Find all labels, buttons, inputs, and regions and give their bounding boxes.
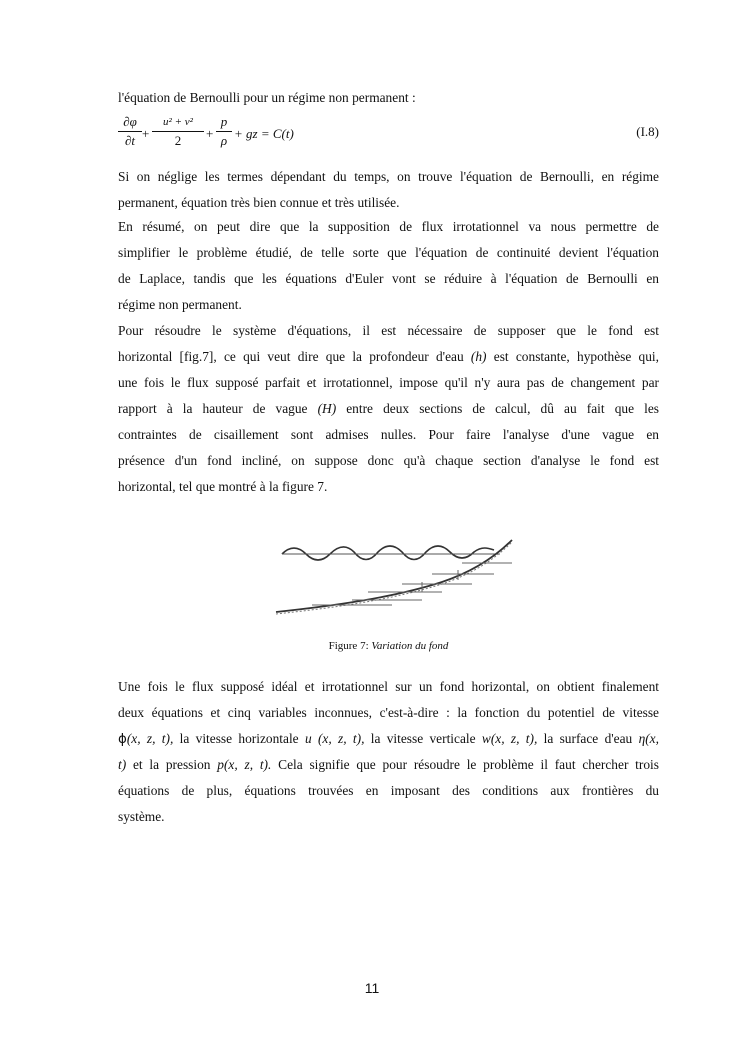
para1-line: Si on néglige les termes dépendant du temps, on trouve l'équation de Bernoulli, en régime (118, 169, 659, 184)
para2-line: En résumé, on peut dire que la supposition de flux irrotationnel va nous permettre de (118, 219, 659, 234)
eq-t3-num: p (220, 114, 228, 129)
eq-t1-den: ∂t (124, 133, 136, 148)
intro-line: l'équation de Bernoulli pour un régime non permanent : (118, 90, 416, 105)
eq-plus-1: + (142, 126, 150, 141)
eq-term-pressure (216, 114, 232, 149)
para4-line: équations de plus, équations trouvées en imposant des conditions aux frontières du (118, 783, 659, 798)
para4-line: Une fois le flux supposé idéal et irrotationnel sur un fond horizontal, on obtient finalement (118, 679, 659, 694)
wave-surface (282, 546, 494, 560)
wave-height-symbol: (H) (317, 401, 337, 416)
para2-line: régime non permanent. (118, 297, 242, 312)
para2-line: simplifier le problème étudié, de telle sorte que l'équation de continuité devient l'équation (118, 245, 659, 260)
paragraph-1 (118, 164, 659, 216)
para3-line: horizontal [fig.7], ce qui veut dire que la profondeur d'eau (h) est constante, hypothèse qui, (118, 349, 660, 364)
depth-symbol: (h) (470, 349, 487, 364)
paragraph-2 (118, 214, 659, 318)
eq-t1-num: ∂φ (123, 114, 137, 129)
para4-line: t) et la pression p(x, z, t). Cela signifie que pour résoudre le problème il faut chercher trois (118, 757, 659, 772)
paragraph-4 (118, 674, 659, 830)
para3-line: présence d'un fond incliné, on suppose donc qu'à chaque section d'analyse le fond est (118, 453, 659, 468)
page-number: 11 (364, 980, 380, 996)
eq-t3-den: ρ (220, 133, 228, 148)
para3-line: Pour résoudre le système d'équations, il est nécessaire de supposer que le fond est (118, 323, 659, 338)
para3-line: horizontal, tel que montré à la figure 7. (118, 479, 328, 494)
eq-t2-den: 2 (174, 133, 182, 148)
figure-caption: Figure 7: Variation du fond (328, 640, 449, 652)
para4-line: deux équations et cinq variables inconnues, c'est-à-dire : la fonction du potentiel de vitesse (118, 705, 659, 720)
para2-line: de Laplace, tandis que les équations d'Euler vont se réduire à l'équation de Bernoulli en (118, 271, 659, 286)
eq-term-dphi-dt (118, 114, 142, 149)
horizontal-bottom-steps (312, 563, 512, 605)
equation-number: (I.8) (636, 124, 659, 139)
eq-term-kinetic (152, 114, 204, 149)
figure-7-bottom-variation (272, 536, 520, 618)
eq-rest: + gz = C(t) (234, 126, 294, 141)
paragraph-3 (118, 318, 659, 500)
para3-line: rapport à la hauteur de vague (H) entre deux sections de calcul, dû au fait que les (118, 401, 659, 416)
sloped-bottom-hatch (276, 542, 512, 614)
phi-symbol: ϕ (118, 732, 127, 747)
eq-t2-num: u² + v² (163, 116, 193, 128)
para3-line: contraintes de cisaillement sont admises nulles. Pour faire l'analyse d'une vague en (118, 427, 659, 442)
caption-label: Figure 7 (328, 640, 366, 652)
para4-line: ϕ(x, z, t), la vitesse horizontale u (x, z, t), la vitesse verticale w(x, z, t), la surface d'eau η(x, (118, 731, 659, 747)
para1-line: permanent, équation très bien connue et très utilisée. (118, 195, 400, 210)
caption-text: Variation du fond (371, 640, 449, 652)
para3-line: une fois le flux supposé parfait et irrotationnel, impose qu'il n'y aura pas de changement par (118, 375, 659, 390)
bernoulli-equation (118, 114, 659, 162)
eq-plus-2: + (206, 126, 214, 141)
para4-line: système. (118, 809, 165, 824)
